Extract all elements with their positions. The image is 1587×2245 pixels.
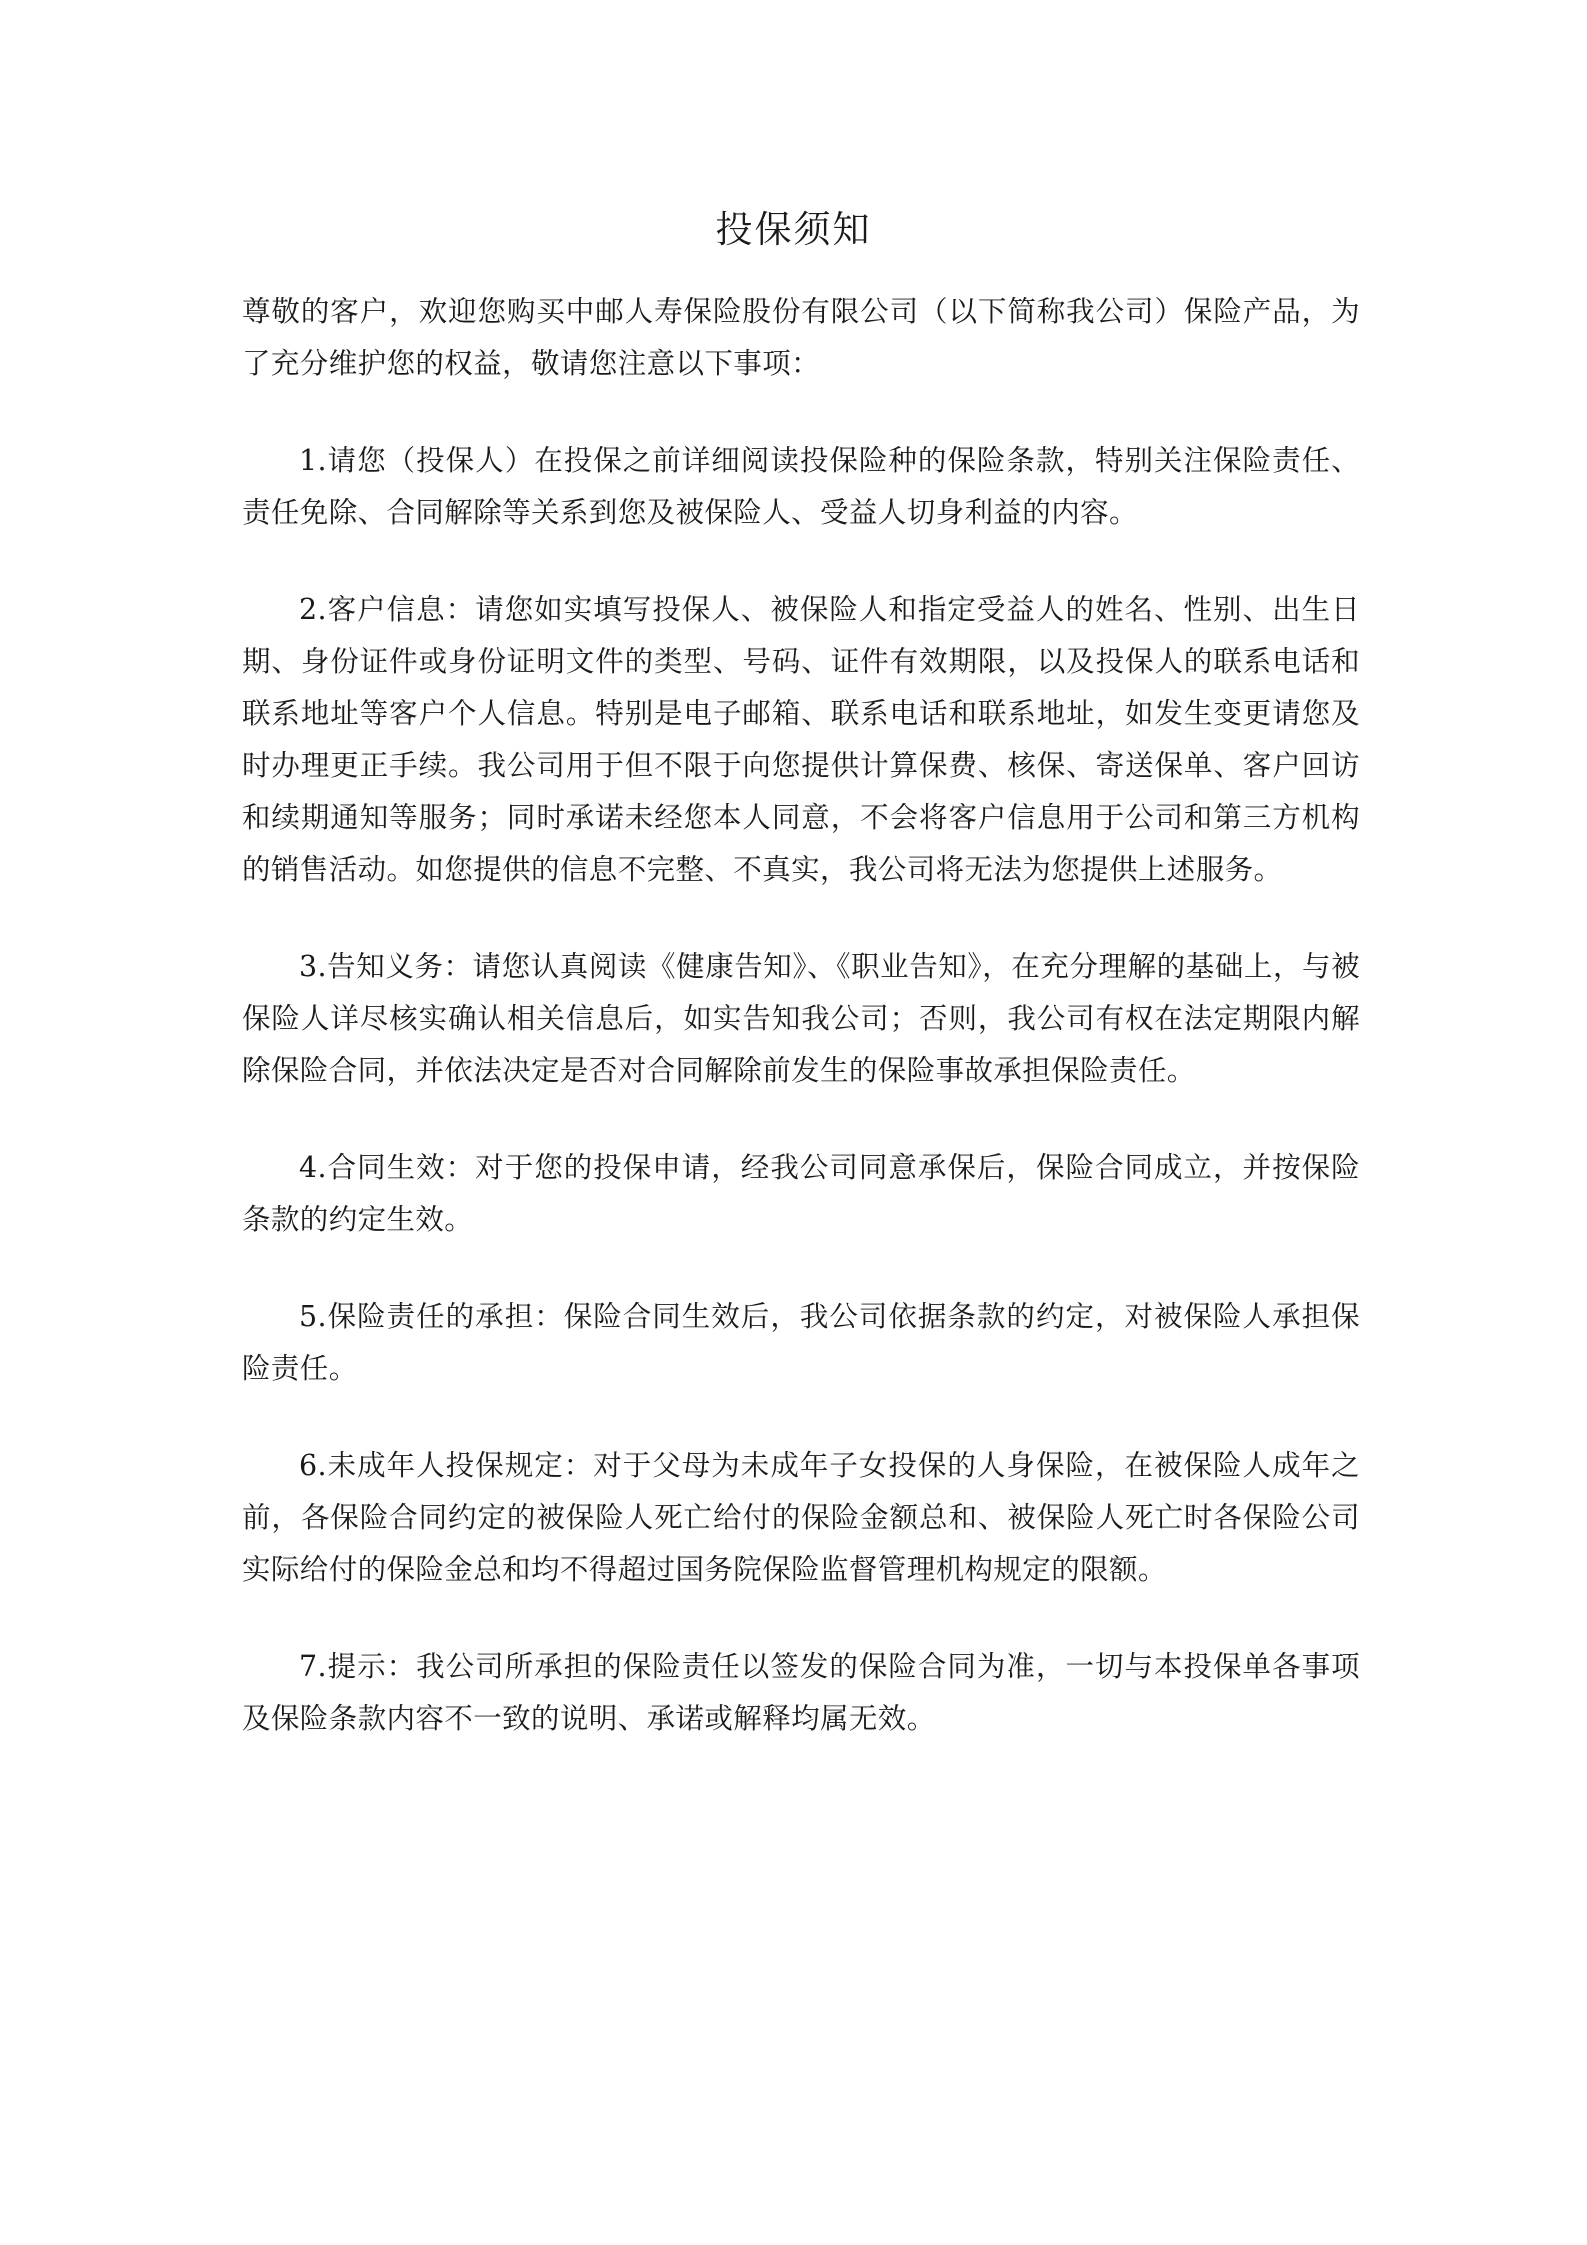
notice-item-3: 3.告知义务：请您认真阅读《健康告知》、《职业告知》，在充分理解的基础上，与被保险人详尽核实确认相关信息后，如实告知我公司；否则，我公司有权在法定期限内解除保险合同，并依法决定是否对合同解除前发生的保险事故承担保险责任。 [242,950,1360,1087]
intro-paragraph: 尊敬的客户，欢迎您购买中邮人寿保险股份有限公司（以下简称我公司）保险产品，为了充分维护您的权益，敬请您注意以下事项： [242,295,1360,380]
notice-item-4: 4.合同生效：对于您的投保申请，经我公司同意承保后，保险合同成立，并按保险条款的约定生效。 [242,1151,1360,1236]
document-body [242,286,1360,1790]
notice-item-1: 1.请您（投保人）在投保之前详细阅读投保险种的保险条款，特别关注保险责任、责任免除、合同解除等关系到您及被保险人、受益人切身利益的内容。 [242,444,1360,529]
notice-item-6: 6.未成年人投保规定：对于父母为未成年子女投保的人身保险，在被保险人成年之前，各保险合同约定的被保险人死亡给付的保险金额总和、被保险人死亡时各保险公司实际给付的保险金总和均不得超过国务院保险监督管理机构规定的限额。 [242,1449,1360,1586]
notice-item-7: 7.提示：我公司所承担的保险责任以签发的保险合同为准，一切与本投保单各事项及保险条款内容不一致的说明、承诺或解释均属无效。 [242,1650,1360,1735]
notice-item-2: 2.客户信息：请您如实填写投保人、被保险人和指定受益人的姓名、性别、出生日期、身份证件或身份证明文件的类型、号码、证件有效期限，以及投保人的联系电话和联系地址等客户个人信息。特别是电子邮箱、联系电话和联系地址，如发生变更请您及时办理更正手续。我公司用于但不限于向您提供计算保费、核保、寄送保单、客户回访和续期通知等服务；同时承诺未经您本人同意，不会将客户信息用于公司和第三方机构的销售活动。如您提供的信息不完整、不真实，我公司将无法为您提供上述服务。 [242,593,1360,886]
page-title: 投保须知 [715,208,872,251]
notice-item-5: 5.保险责任的承担：保险合同生效后，我公司依据条款的约定，对被保险人承担保险责任。 [242,1300,1360,1385]
